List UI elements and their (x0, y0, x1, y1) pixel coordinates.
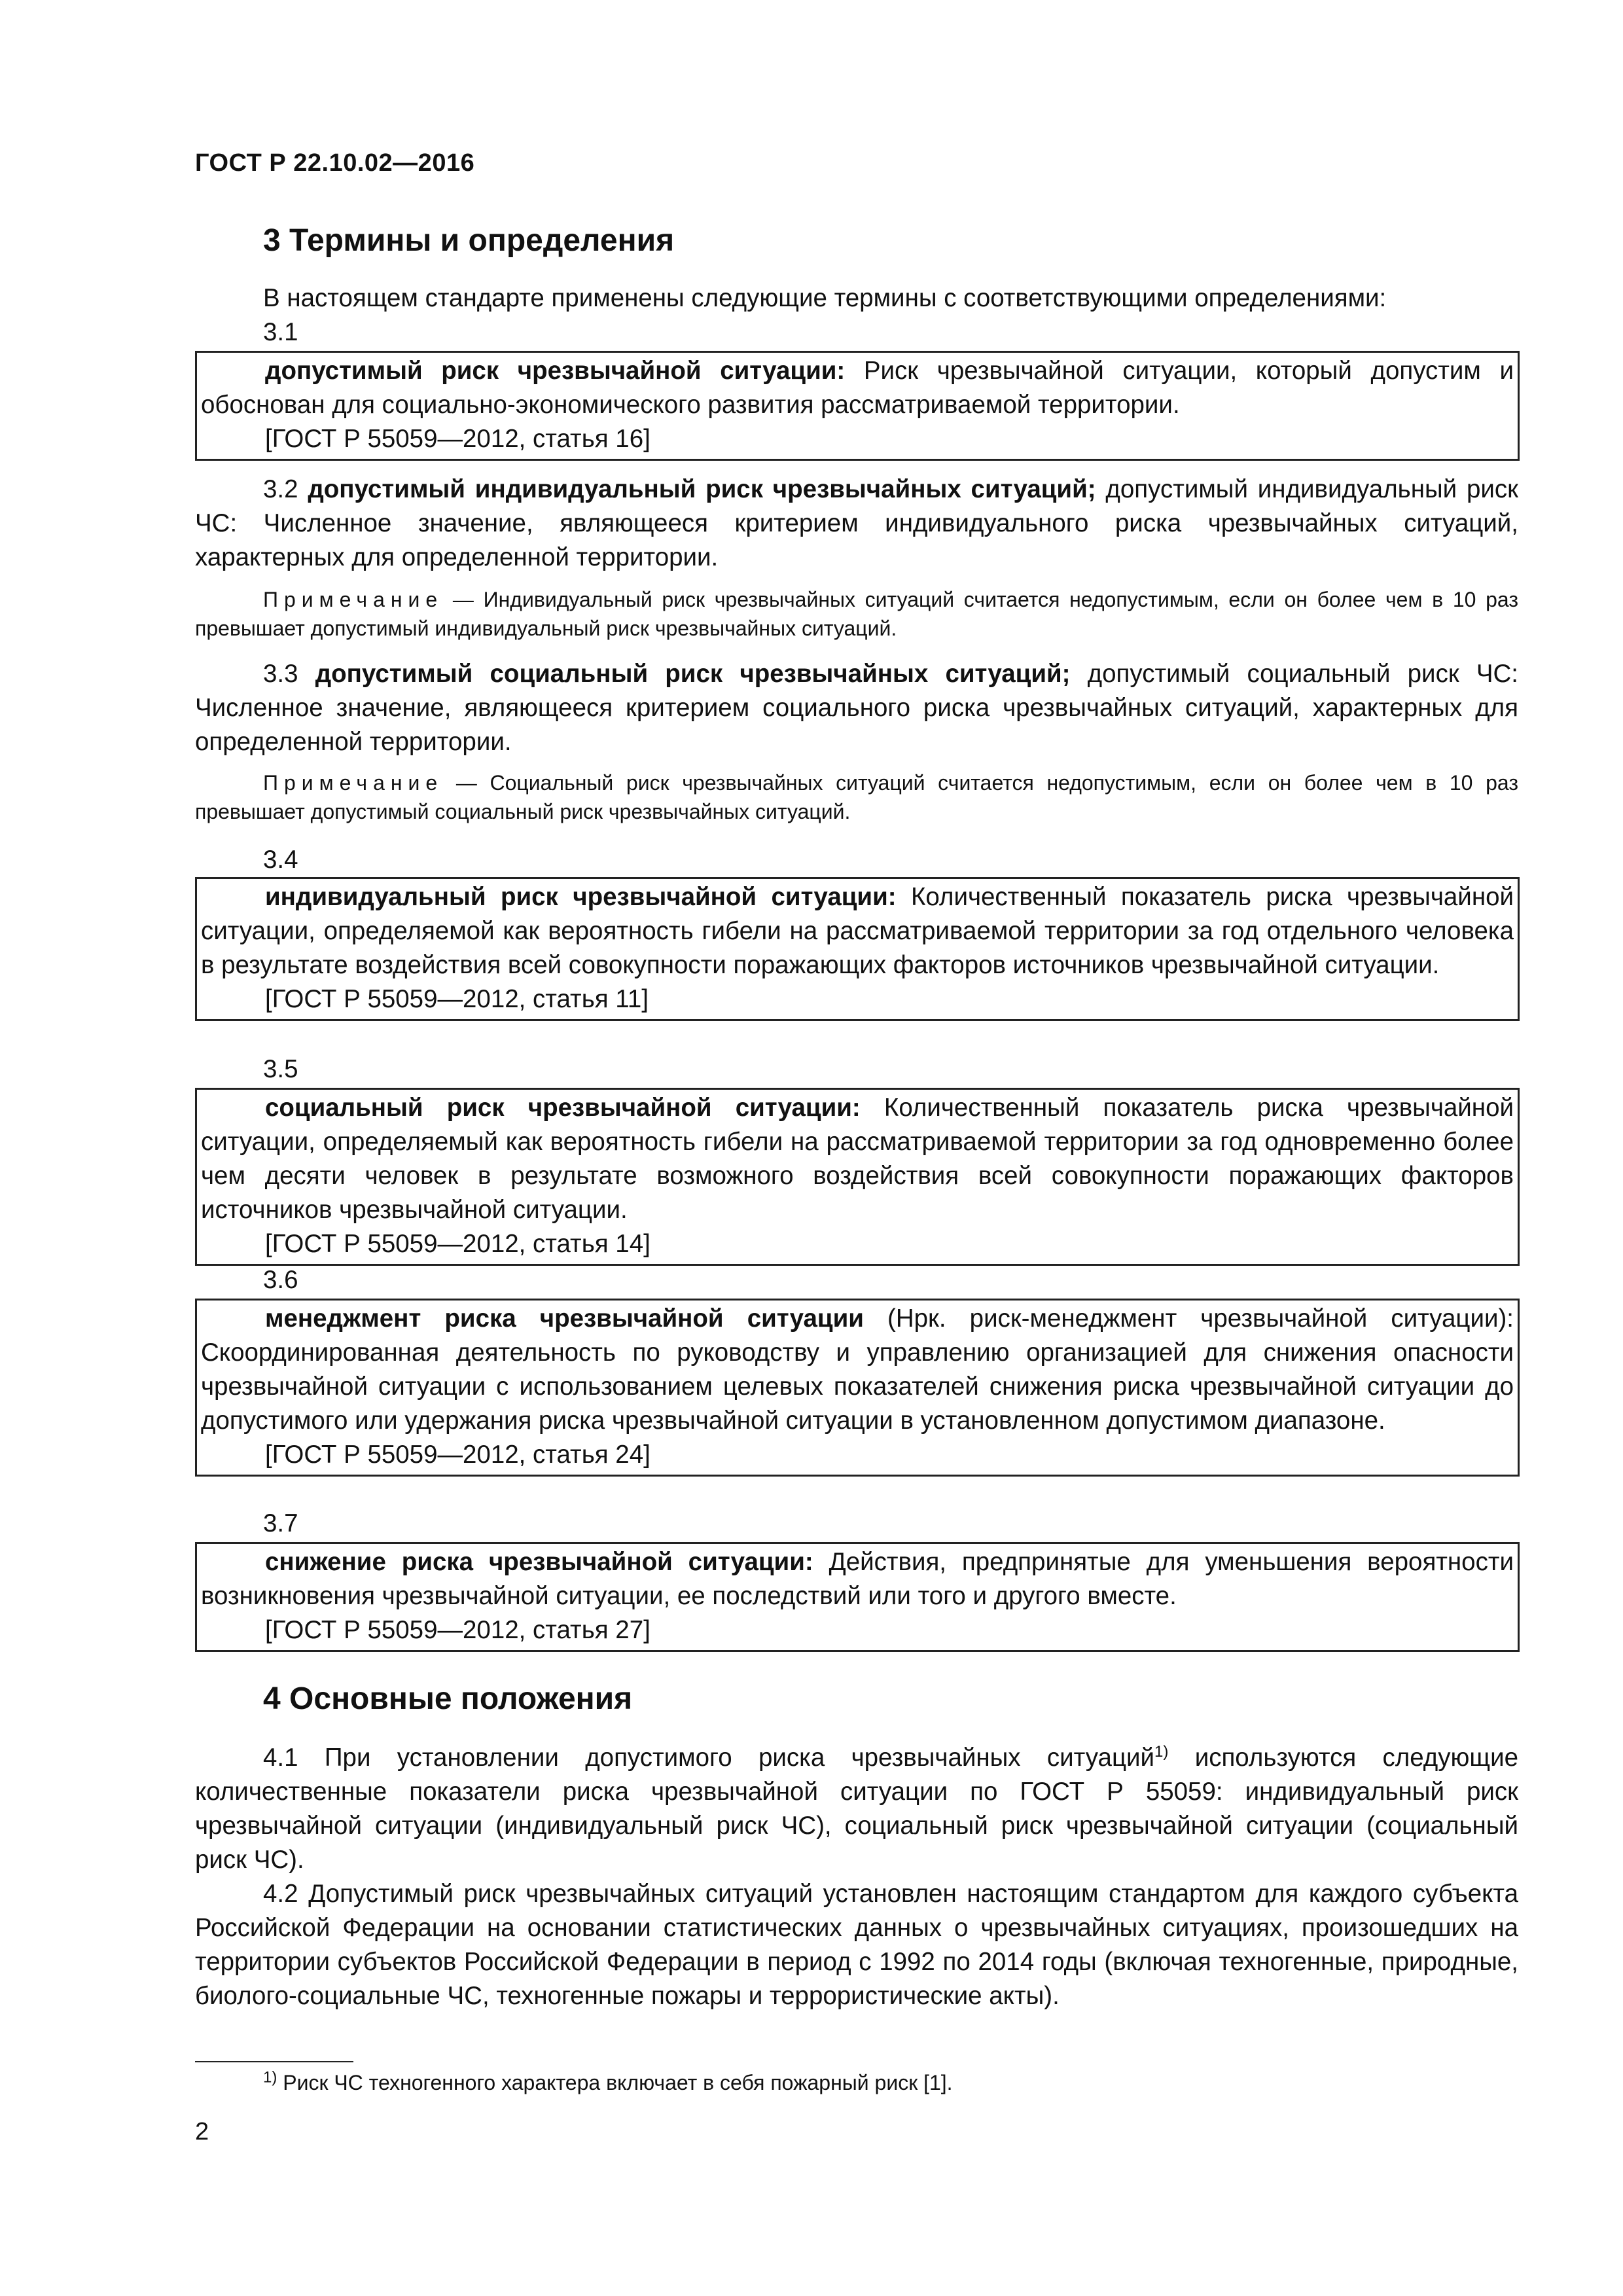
term-3-6-source: [ГОСТ Р 55059—2012, статья 24] (265, 1441, 651, 1469)
note-label: Примечание (263, 771, 444, 795)
note-text: — Социальный риск чрезвычайных ситуаций считается недопустимым, если он более чем в 10 раз превышает допустимый социальный риск чрезвычайных ситуаций. (195, 771, 1518, 823)
term-3-5-term: социальный риск чрезвычайной ситуации: (265, 1094, 861, 1122)
term-3-6-box (195, 1299, 1520, 1477)
term-3-6-number: 3.6 (263, 1266, 298, 1294)
term-3-1-definition: Риск чрезвычайной ситуации, который допустим и обоснован для социально-экономического развития рассматриваемой территории. (201, 357, 1514, 419)
term-3-7-source: [ГОСТ Р 55059—2012, статья 27] (265, 1616, 651, 1644)
section-3-title: 3 Термины и определения (263, 223, 675, 258)
term-3-4-number: 3.4 (263, 846, 298, 874)
term-3-5-source: [ГОСТ Р 55059—2012, статья 14] (265, 1230, 651, 1258)
paragraph-4-1 (195, 1741, 1518, 1877)
paragraph-4-1-start: 4.1 При установлении допустимого риска чрезвычайных ситуаций (263, 1744, 1155, 1772)
term-3-7-text (201, 1545, 1514, 1613)
term-3-3-note (195, 768, 1518, 826)
term-3-3-term: допустимый социальный риск чрезвычайных ситуаций; (315, 660, 1071, 688)
term-3-2-number: 3.2 (263, 475, 308, 503)
term-3-2-note (195, 585, 1518, 643)
term-3-5-number: 3.5 (263, 1055, 298, 1083)
term-3-7-box (195, 1542, 1520, 1652)
term-3-4-term: индивидуальный риск чрезвычайной ситуации: (265, 883, 897, 911)
footnote-text: Риск ЧС техногенного характера включает в себя пожарный риск [1]. (277, 2071, 953, 2094)
term-3-7-number: 3.7 (263, 1509, 298, 1537)
term-3-4-box (195, 877, 1520, 1021)
term-3-5-box (195, 1088, 1520, 1266)
page-number: 2 (195, 2118, 209, 2145)
term-3-3-number: 3.3 (263, 660, 315, 688)
footnote (263, 2068, 953, 2097)
term-3-1-number: 3.1 (263, 318, 298, 346)
term-3-6-definition: (Нрк. риск-менеджмент чрезвычайной ситуации): Скоординированная деятельность по руководству и управлению организацией для снижения опасности чрезвычайной ситуации с использованием целевых показателей снижения риска чрезвычайной ситуации до допустимого или удержания риска чрезвычайной ситуации в установленном допустимом диапазоне. (201, 1304, 1514, 1435)
section-4-title: 4 Основные положения (263, 1681, 633, 1716)
term-3-7-term: снижение риска чрезвычайной ситуации: (265, 1548, 813, 1576)
term-3-2-definition: допустимый индивидуальный риск ЧС: Численное значение, являющееся критерием индивидуального риска чрезвычайных ситуаций, характерных для определенной территории. (195, 475, 1518, 571)
term-3-4-source: [ГОСТ Р 55059—2012, статья 11] (265, 985, 649, 1013)
footnote-ref: 1) (1154, 1743, 1169, 1761)
footnote-separator (195, 2061, 353, 2062)
note-label: Примечание (263, 588, 444, 611)
section-3-intro: В настоящем стандарте применены следующие термины с соответствующими определениями: (263, 284, 1387, 312)
term-3-1-term: допустимый риск чрезвычайной ситуации: (265, 357, 846, 385)
paragraph-4-1-end: используются следующие количественные показатели риска чрезвычайной ситуации по ГОСТ Р 55059: индивидуальный риск чрезвычайной ситуации (индивидуальный риск ЧС), социальный риск чрезвычайной ситуации (социальный риск ЧС). (195, 1744, 1518, 1874)
term-3-1-text (201, 354, 1514, 422)
paragraph-4-2: 4.2 Допустимый риск чрезвычайных ситуаций установлен настоящим стандартом для каждого субъекта Российской Федерации на основании статистических данных о чрезвычайных ситуациях, произошедших на территории субъектов Российской Федерации в период с 1992 по 2014 годы (включая техногенные, природные, биолого-социальные ЧС, техногенные пожары и террористические акты). (195, 1880, 1518, 2010)
term-3-6-text (201, 1302, 1514, 1438)
term-3-2-paragraph (195, 473, 1518, 575)
note-text: — Индивидуальный риск чрезвычайных ситуаций считается недопустимым, если он более чем в 10 раз превышает допустимый индивидуальный риск чрезвычайных ситуаций. (195, 588, 1518, 640)
standard-code-header: ГОСТ Р 22.10.02—2016 (195, 149, 475, 177)
term-3-4-text (201, 880, 1514, 982)
term-3-3-definition: допустимый социальный риск ЧС: Численное значение, являющееся критерием социального риска чрезвычайных ситуаций, характерных для определенной территории. (195, 660, 1518, 756)
term-3-5-definition: Количественный показатель риска чрезвычайной ситуации, определяемый как вероятность гибели на рассматриваемой территории за год одновременно более чем десяти человек в результате возможного воздействия всей совокупности поражающих факторов источников чрезвычайной ситуации. (201, 1094, 1514, 1224)
term-3-6-term: менеджмент риска чрезвычайной ситуации (265, 1304, 864, 1333)
term-3-3-paragraph (195, 657, 1518, 759)
term-3-4-definition: Количественный показатель риска чрезвычайной ситуации, определяемой как вероятность гибели на рассматриваемой территории за год отдельного человека в результате воздействия всей совокупности поражающих факторов источников чрезвычайной ситуации. (201, 883, 1514, 979)
term-3-1-box (195, 351, 1520, 461)
term-3-7-definition: Действия, предпринятые для уменьшения вероятности возникновения чрезвычайной ситуации, ее последствий или того и другого вместе. (201, 1548, 1514, 1610)
term-3-5-text (201, 1091, 1514, 1227)
term-3-1-source: [ГОСТ Р 55059—2012, статья 16] (265, 425, 651, 453)
footnote-mark: 1) (263, 2068, 277, 2087)
term-3-2-term: допустимый индивидуальный риск чрезвычайных ситуаций; (308, 475, 1096, 503)
